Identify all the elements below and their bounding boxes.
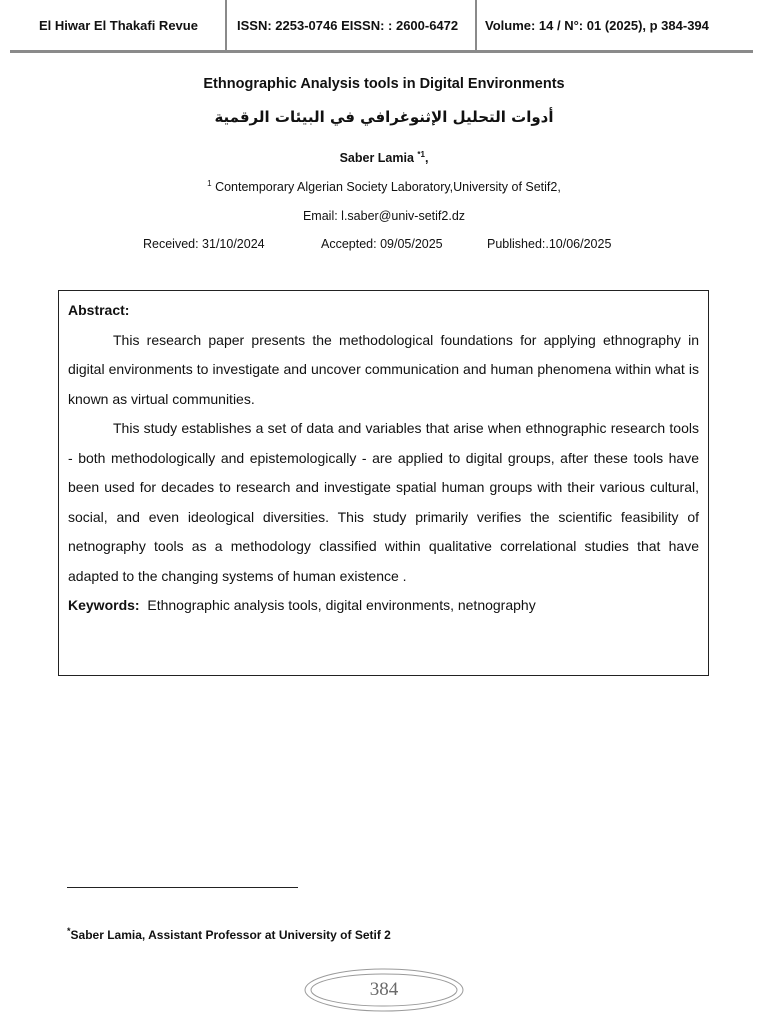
keywords-text: Ethnographic analysis tools, digital environments, netnography <box>147 597 536 613</box>
footnote <box>67 926 391 942</box>
affiliation-mark: 1 <box>207 179 212 188</box>
abstract-paragraph-2: This study establishes a set of data and variables that arise when ethnographic research tools - both methodologically and epistemologically - are applied to digital groups, after these tools have been used for decades to research and investigate spatial human groups with their various cultural, social, and even ideological diversities. This study primarily verifies the scientific feasibility of netnography tools as a methodology classified within qualitative correlational studies that have adapted to the changing systems of human existence . <box>68 420 699 584</box>
footnote-rule <box>67 887 298 888</box>
keywords-line <box>68 591 699 621</box>
keywords-label: Keywords: <box>68 597 140 613</box>
volume-info: Volume: 14 / N°: 01 (2025), p 384-394 <box>475 0 753 50</box>
affiliation-line <box>0 179 768 194</box>
author-email: Email: l.saber@univ-setif2.dz <box>302 209 466 223</box>
received-date: Received: 31/10/2024 <box>143 237 265 251</box>
author-marks: *1 <box>417 150 425 159</box>
article-title-english: Ethnographic Analysis tools in Digital Environments <box>203 76 565 92</box>
page-number: 384 <box>369 979 399 1000</box>
page-number-badge <box>304 968 464 1012</box>
issn-info: ISSN: 2253-0746 EISSN: : 2600-6472 <box>225 0 475 50</box>
abstract-paragraph-1: This research paper presents the methodological foundations for applying ethnography in digital environments to investigate and uncover communication and human phenomena within what is known as virtual communities. <box>68 331 699 407</box>
footnote-text: Saber Lamia, Assistant Professor at University of Setif 2 <box>70 928 391 942</box>
abstract-heading: Abstract: <box>68 302 130 318</box>
article-title-arabic: أدوات التحليل الإثنوغرافي في البيئات الرقمية <box>214 108 554 126</box>
author-line: Saber Lamia $^{*1}$, <box>339 150 429 166</box>
abstract-box <box>58 290 709 676</box>
accepted-date: Accepted: 09/05/2025 <box>321 237 443 251</box>
running-header <box>10 0 753 53</box>
affiliation: Contemporary Algerian Society Laboratory,University of Setif2, <box>211 180 561 195</box>
journal-name: El Hiwar El Thakafi Revue <box>39 17 198 33</box>
footnote-mark: * <box>67 926 71 936</box>
author-name: Saber Lamia <box>339 151 418 166</box>
published-date: Published:.10/06/2025 <box>487 237 612 251</box>
